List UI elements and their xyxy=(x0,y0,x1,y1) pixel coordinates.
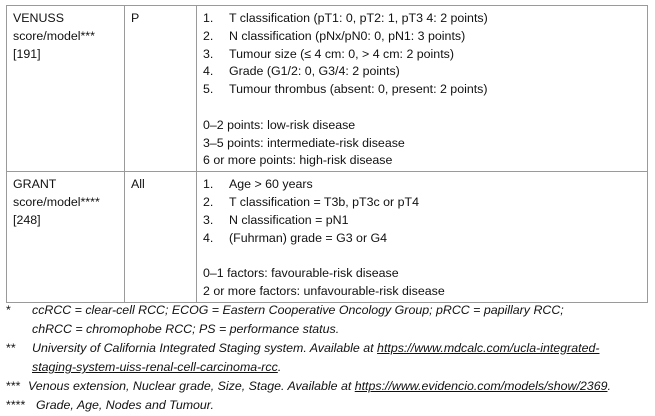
list-item-text: Age > 60 years xyxy=(229,177,313,192)
footnote-marker: * xyxy=(6,303,11,317)
table-row xyxy=(7,6,648,172)
list-item xyxy=(203,230,641,248)
spacer xyxy=(203,99,641,117)
list-item-number: 2. xyxy=(203,28,214,43)
list-item xyxy=(203,10,641,28)
uiss-link-continued[interactable]: staging-system-uiss-renal-cell-carcinoma-rcc xyxy=(32,360,278,374)
footnote-text: Venous extension, Nuclear grade, Size, Stage. Available at xyxy=(28,379,355,393)
list-item-text: T classification = T3b, pT3c or pT4 xyxy=(229,194,419,209)
list-item-number: 4. xyxy=(203,230,214,245)
list-item-text: N classification = pN1 xyxy=(229,212,349,227)
risk-category: 3–5 points: intermediate-risk disease xyxy=(203,135,405,150)
model-name-line: score/model*** xyxy=(13,28,95,43)
list-item-text: N classification (pNx/pN0: 0, pN1: 3 points) xyxy=(229,28,466,43)
footnote-abbreviations xyxy=(6,301,651,320)
population-cell xyxy=(125,172,197,303)
risk-category: 0–1 factors: favourable-risk disease xyxy=(203,266,399,281)
footnote-text: Grade, Age, Nodes and Tumour. xyxy=(36,398,214,412)
list-item-number: 3. xyxy=(203,212,214,227)
model-reference: [191] xyxy=(13,46,41,61)
list-item-number: 2. xyxy=(203,194,214,209)
footnote-marker: **** xyxy=(6,398,26,412)
table-row xyxy=(7,172,648,303)
footnote-text: University of California Integrated Staging system. Available at xyxy=(32,341,378,355)
footnote-uiss xyxy=(6,339,651,358)
prognostic-score-table xyxy=(6,5,648,303)
criteria-list xyxy=(203,176,641,247)
list-item xyxy=(203,28,641,46)
model-name-cell xyxy=(7,6,125,172)
footnote-period: . xyxy=(277,360,282,374)
model-name-line: VENUSS xyxy=(13,11,64,25)
criteria-cell xyxy=(197,6,648,172)
list-item-text: Grade (G1/2: 0, G3/4: 2 points) xyxy=(229,64,400,79)
model-name-line: GRANT xyxy=(13,177,57,192)
footnote-marker: *** xyxy=(6,379,21,393)
uiss-link[interactable]: https://www.mdcalc.com/ucla-integrated- xyxy=(377,341,600,355)
list-item xyxy=(203,81,641,99)
population-value: P xyxy=(131,11,140,25)
list-item-text: (Fuhrman) grade = G3 or G4 xyxy=(229,230,388,245)
list-item xyxy=(203,194,641,212)
criteria-list xyxy=(203,10,641,99)
list-item-number: 4. xyxy=(203,64,214,79)
criteria-cell xyxy=(197,172,648,303)
footnote-marker: ** xyxy=(6,341,16,355)
list-item-number: 5. xyxy=(203,82,214,97)
model-name-line: score/model**** xyxy=(13,194,100,209)
list-item-number: 3. xyxy=(203,46,214,61)
list-item-number: 1. xyxy=(203,11,214,25)
risk-category: 0–2 points: low-risk disease xyxy=(203,117,356,132)
list-item xyxy=(203,176,641,194)
list-item-number: 1. xyxy=(203,177,214,192)
list-item-text: T classification (pT1: 0, pT2: 1, pT3 4: 2 points) xyxy=(229,11,488,25)
footnote-venuss xyxy=(6,377,651,396)
footnote-text-continued xyxy=(6,320,651,339)
risk-category: 2 or more factors: unfavourable-risk disease xyxy=(203,283,445,298)
risk-category: 6 or more points: high-risk disease xyxy=(203,153,393,168)
footnote-text: ccRCC = clear-cell RCC; ECOG = Eastern Cooperative Oncology Group; pRCC = papillary RCC; xyxy=(32,303,564,317)
list-item-text: Tumour thrombus (absent: 0, present: 2 points) xyxy=(229,82,488,97)
model-reference: [248] xyxy=(13,212,41,227)
list-item-text: Tumour size (≤ 4 cm: 0, > 4 cm: 2 points) xyxy=(229,46,454,61)
footnote-text-continued xyxy=(6,358,651,377)
evidencio-link[interactable]: https://www.evidencio.com/models/show/2369 xyxy=(354,379,608,393)
population-cell xyxy=(125,6,197,172)
footnote-text: chRCC = chromophobe RCC; PS = performance status. xyxy=(32,322,340,336)
population-value: All xyxy=(131,177,145,192)
list-item xyxy=(203,212,641,230)
footnote-period: . xyxy=(607,379,611,393)
footnotes xyxy=(6,301,651,415)
spacer xyxy=(203,247,641,265)
list-item xyxy=(203,63,641,81)
list-item xyxy=(203,46,641,64)
footnote-grant xyxy=(6,396,651,415)
model-name-cell xyxy=(7,172,125,303)
